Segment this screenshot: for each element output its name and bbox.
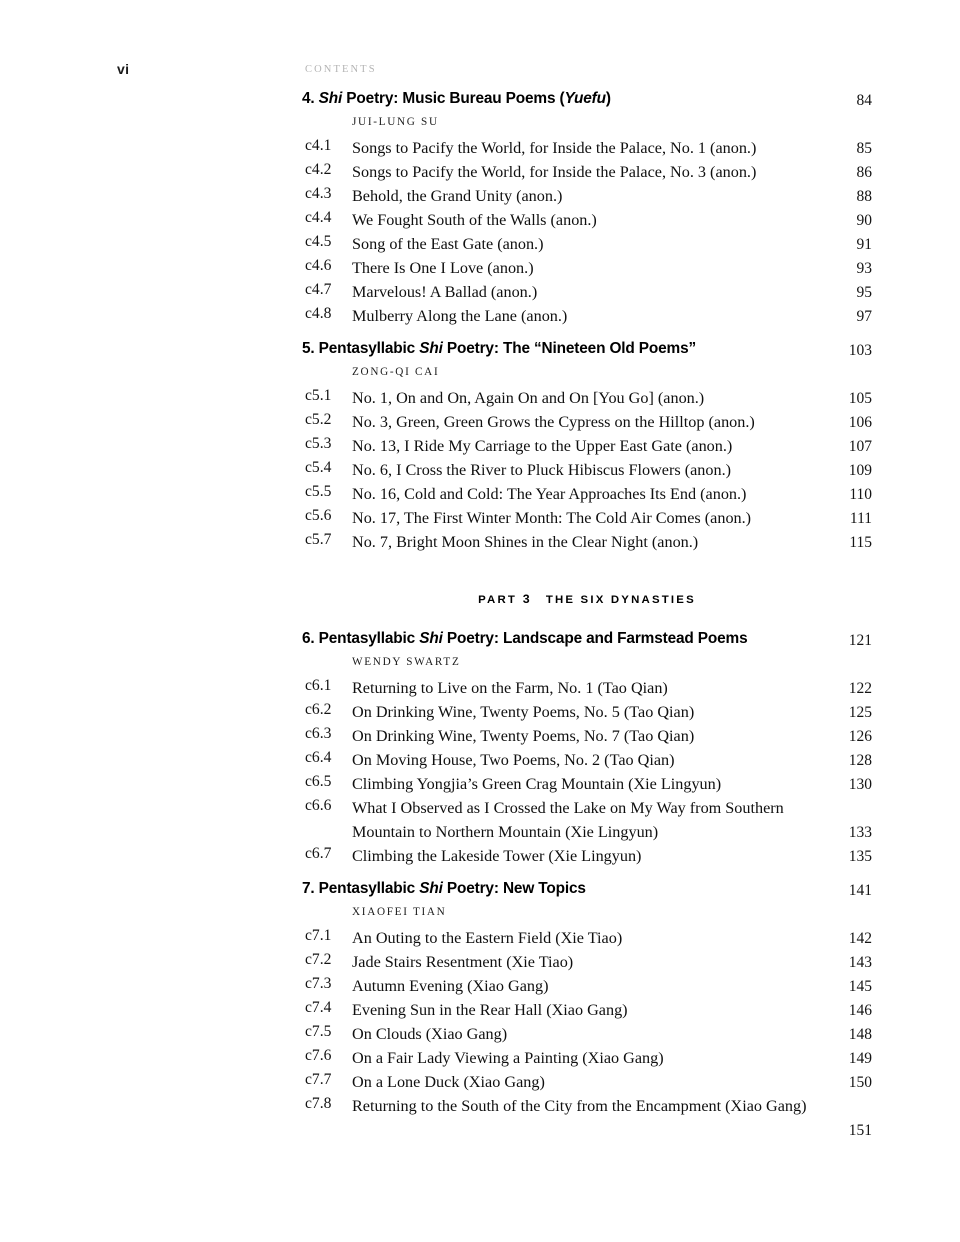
entry-code: c5.3 bbox=[305, 435, 332, 452]
entry-title: Mulberry Along the Lane (anon.) bbox=[352, 307, 568, 325]
toc-entry[interactable] bbox=[302, 796, 872, 844]
entry-code: c7.1 bbox=[305, 927, 332, 944]
entry-code: c7.4 bbox=[305, 999, 332, 1016]
chapter-author bbox=[302, 654, 872, 676]
toc-entry[interactable] bbox=[302, 1070, 872, 1094]
chapter-author-name: JUI-LUNG SU bbox=[352, 116, 439, 128]
toc-entry[interactable] bbox=[302, 256, 872, 280]
entry-title: Climbing the Lakeside Tower (Xie Lingyun) bbox=[352, 847, 642, 865]
chapter-page-number: 103 bbox=[848, 342, 872, 359]
toc-entry[interactable] bbox=[302, 482, 872, 506]
entry-page-number: 145 bbox=[848, 978, 872, 995]
entry-code: c5.4 bbox=[305, 459, 332, 476]
entry-code: c6.6 bbox=[305, 797, 332, 814]
toc-entry[interactable] bbox=[302, 280, 872, 304]
entry-title: Songs to Pacify the World, for Inside the Palace, No. 1 (anon.) bbox=[352, 139, 757, 157]
chapter-heading-7[interactable] bbox=[302, 880, 872, 904]
entry-code: c5.6 bbox=[305, 507, 332, 524]
entry-code: c4.8 bbox=[305, 305, 332, 322]
toc-entry[interactable] bbox=[302, 136, 872, 160]
entry-page-number: 85 bbox=[856, 140, 872, 157]
entry-page-number: 142 bbox=[848, 930, 872, 947]
entry-code: c4.4 bbox=[305, 209, 332, 226]
entry-page-number: 106 bbox=[848, 414, 872, 431]
toc-entry[interactable] bbox=[302, 1022, 872, 1046]
toc-entry[interactable] bbox=[302, 676, 872, 700]
part-name: THE SIX DYNASTIES bbox=[545, 594, 696, 606]
chapter-author bbox=[302, 904, 872, 926]
toc-entry[interactable] bbox=[302, 1094, 872, 1142]
entry-title: On Moving House, Two Poems, No. 2 (Tao Qian) bbox=[352, 751, 675, 769]
entry-title: On a Lone Duck (Xiao Gang) bbox=[352, 1073, 545, 1091]
chapter-author bbox=[302, 364, 872, 386]
toc-entry[interactable] bbox=[302, 434, 872, 458]
entry-page-number: 149 bbox=[848, 1050, 872, 1067]
entry-code: c5.1 bbox=[305, 387, 332, 404]
entry-page-number: 111 bbox=[849, 510, 872, 527]
toc-entry[interactable] bbox=[302, 208, 872, 232]
chapter-title: 4. Shi Poetry: Music Bureau Poems (Yuefu) bbox=[302, 90, 611, 107]
toc-entry[interactable] bbox=[302, 458, 872, 482]
entry-page-number: 91 bbox=[856, 236, 872, 253]
entry-page-number: 148 bbox=[848, 1026, 872, 1043]
part-gap bbox=[302, 566, 872, 590]
entry-code: c4.7 bbox=[305, 281, 332, 298]
entry-page-number: 150 bbox=[848, 1074, 872, 1091]
entry-code: c7.8 bbox=[305, 1095, 332, 1112]
entry-title: On a Fair Lady Viewing a Painting (Xiao Gang) bbox=[352, 1049, 664, 1067]
toc-entry[interactable] bbox=[302, 1046, 872, 1070]
chapter-page-number: 121 bbox=[848, 632, 872, 649]
entry-code: c7.2 bbox=[305, 951, 332, 968]
section-gap bbox=[302, 328, 872, 340]
entry-code: c7.6 bbox=[305, 1047, 332, 1064]
chapter-title: 7. Pentasyllabic Shi Poetry: New Topics bbox=[302, 880, 586, 897]
entry-code: c6.3 bbox=[305, 725, 332, 742]
entry-code: c6.5 bbox=[305, 773, 332, 790]
entry-title: Returning to Live on the Farm, No. 1 (Tao Qian) bbox=[352, 679, 668, 697]
entry-code: c5.7 bbox=[305, 531, 332, 548]
page-folio: vi bbox=[117, 61, 130, 77]
entry-title: Returning to the South of the City from the Encampment (Xiao Gang) bbox=[352, 1097, 807, 1115]
entry-page-number: 151 bbox=[848, 1122, 872, 1139]
chapter-author-name: ZONG-QI CAI bbox=[352, 366, 440, 378]
entry-title: No. 3, Green, Green Grows the Cypress on the Hilltop (anon.) bbox=[352, 413, 755, 431]
chapter-heading-6[interactable] bbox=[302, 630, 872, 654]
toc-entry[interactable] bbox=[302, 700, 872, 724]
entry-code: c5.5 bbox=[305, 483, 332, 500]
toc-entry[interactable] bbox=[302, 530, 872, 554]
entry-title: Climbing Yongjia’s Green Crag Mountain (Xie Lingyun) bbox=[352, 775, 722, 793]
chapter-heading-4[interactable] bbox=[302, 90, 872, 114]
chapter-title: 6. Pentasyllabic Shi Poetry: Landscape and Farmstead Poems bbox=[302, 630, 748, 647]
toc-entry[interactable] bbox=[302, 232, 872, 256]
chapter-page-number: 84 bbox=[856, 92, 872, 109]
entry-code: c6.4 bbox=[305, 749, 332, 766]
toc-entry[interactable] bbox=[302, 926, 872, 950]
entry-title: Jade Stairs Resentment (Xie Tiao) bbox=[352, 953, 574, 971]
entry-page-number: 105 bbox=[848, 390, 872, 407]
chapter-heading-5[interactable] bbox=[302, 340, 872, 364]
entry-title: Marvelous! A Ballad (anon.) bbox=[352, 283, 538, 301]
entry-page-number: 93 bbox=[856, 260, 872, 277]
entry-code: c4.1 bbox=[305, 137, 332, 154]
entry-page-number: 122 bbox=[848, 680, 872, 697]
toc-entry[interactable] bbox=[302, 772, 872, 796]
entry-title: We Fought South of the Walls (anon.) bbox=[352, 211, 597, 229]
chapter-author-name: WENDY SWARTZ bbox=[352, 656, 461, 668]
part-label: PART bbox=[478, 594, 518, 606]
toc-entry[interactable] bbox=[302, 506, 872, 530]
entry-code: c4.2 bbox=[305, 161, 332, 178]
entry-code: c5.2 bbox=[305, 411, 332, 428]
toc-entry[interactable] bbox=[302, 950, 872, 974]
entry-page-number: 110 bbox=[849, 486, 872, 503]
toc-entry[interactable] bbox=[302, 410, 872, 434]
entry-title: Behold, the Grand Unity (anon.) bbox=[352, 187, 563, 205]
entry-title: Autumn Evening (Xiao Gang) bbox=[352, 977, 549, 995]
toc-entry[interactable] bbox=[302, 386, 872, 410]
entry-code: c4.5 bbox=[305, 233, 332, 250]
toc-entry[interactable] bbox=[302, 748, 872, 772]
entry-code: c6.2 bbox=[305, 701, 332, 718]
chapter-author-name: XIAOFEI TIAN bbox=[352, 906, 447, 918]
toc-entry[interactable] bbox=[302, 184, 872, 208]
entry-title: What I Observed as I Crossed the Lake on My Way from Southern Mountain to Northern Mountain (Xie Lingyun) bbox=[352, 799, 784, 841]
section-gap bbox=[302, 868, 872, 880]
entry-page-number: 88 bbox=[856, 188, 872, 205]
entry-title: There Is One I Love (anon.) bbox=[352, 259, 534, 277]
entry-page-number: 130 bbox=[848, 776, 872, 793]
entry-page-number: 126 bbox=[848, 728, 872, 745]
chapter-page-number: 141 bbox=[848, 882, 872, 899]
table-of-contents bbox=[302, 90, 872, 1142]
entry-title: On Drinking Wine, Twenty Poems, No. 5 (Tao Qian) bbox=[352, 703, 695, 721]
entry-page-number: 107 bbox=[848, 438, 872, 455]
entry-title: An Outing to the Eastern Field (Xie Tiao) bbox=[352, 929, 623, 947]
entry-title: No. 16, Cold and Cold: The Year Approaches Its End (anon.) bbox=[352, 485, 747, 503]
toc-entry[interactable] bbox=[302, 998, 872, 1022]
entry-page-number: 146 bbox=[848, 1002, 872, 1019]
entry-title: Songs to Pacify the World, for Inside the Palace, No. 3 (anon.) bbox=[352, 163, 757, 181]
entry-code: c7.3 bbox=[305, 975, 332, 992]
toc-entry[interactable] bbox=[302, 844, 872, 868]
section-gap bbox=[302, 554, 872, 566]
entry-code: c4.3 bbox=[305, 185, 332, 202]
entry-page-number: 86 bbox=[856, 164, 872, 181]
entry-code: c4.6 bbox=[305, 257, 332, 274]
entry-page-number: 135 bbox=[848, 848, 872, 865]
entry-title: On Clouds (Xiao Gang) bbox=[352, 1025, 508, 1043]
toc-entry[interactable] bbox=[302, 160, 872, 184]
entry-page-number: 128 bbox=[848, 752, 872, 769]
toc-entry[interactable] bbox=[302, 974, 872, 998]
entry-code: c6.7 bbox=[305, 845, 332, 862]
toc-entry[interactable] bbox=[302, 724, 872, 748]
part-number: 3 bbox=[517, 592, 532, 606]
entry-page-number: 95 bbox=[856, 284, 872, 301]
entry-title: No. 17, The First Winter Month: The Cold Air Comes (anon.) bbox=[352, 509, 752, 527]
entry-page-number: 90 bbox=[856, 212, 872, 229]
entry-title: Evening Sun in the Rear Hall (Xiao Gang) bbox=[352, 1001, 628, 1019]
running-head: CONTENTS bbox=[305, 64, 377, 75]
entry-code: c6.1 bbox=[305, 677, 332, 694]
entry-title: On Drinking Wine, Twenty Poems, No. 7 (Tao Qian) bbox=[352, 727, 695, 745]
entry-code: c7.7 bbox=[305, 1071, 332, 1088]
entry-title: No. 13, I Ride My Carriage to the Upper East Gate (anon.) bbox=[352, 437, 733, 455]
entry-title: No. 6, I Cross the River to Pluck Hibiscus Flowers (anon.) bbox=[352, 461, 732, 479]
part-divider bbox=[302, 590, 872, 630]
entry-code: c7.5 bbox=[305, 1023, 332, 1040]
entry-title: No. 7, Bright Moon Shines in the Clear Night (anon.) bbox=[352, 533, 699, 551]
entry-page-number: 97 bbox=[856, 308, 872, 325]
entry-page-number: 133 bbox=[848, 824, 872, 841]
entry-title: Song of the East Gate (anon.) bbox=[352, 235, 544, 253]
toc-entry[interactable] bbox=[302, 304, 872, 328]
entry-page-number: 125 bbox=[848, 704, 872, 721]
entry-page-number: 143 bbox=[848, 954, 872, 971]
chapter-author bbox=[302, 114, 872, 136]
entry-title: No. 1, On and On, Again On and On [You Go] (anon.) bbox=[352, 389, 705, 407]
entry-page-number: 109 bbox=[848, 462, 872, 479]
chapter-title: 5. Pentasyllabic Shi Poetry: The “Nineteen Old Poems” bbox=[302, 340, 697, 357]
entry-page-number: 115 bbox=[849, 534, 872, 551]
